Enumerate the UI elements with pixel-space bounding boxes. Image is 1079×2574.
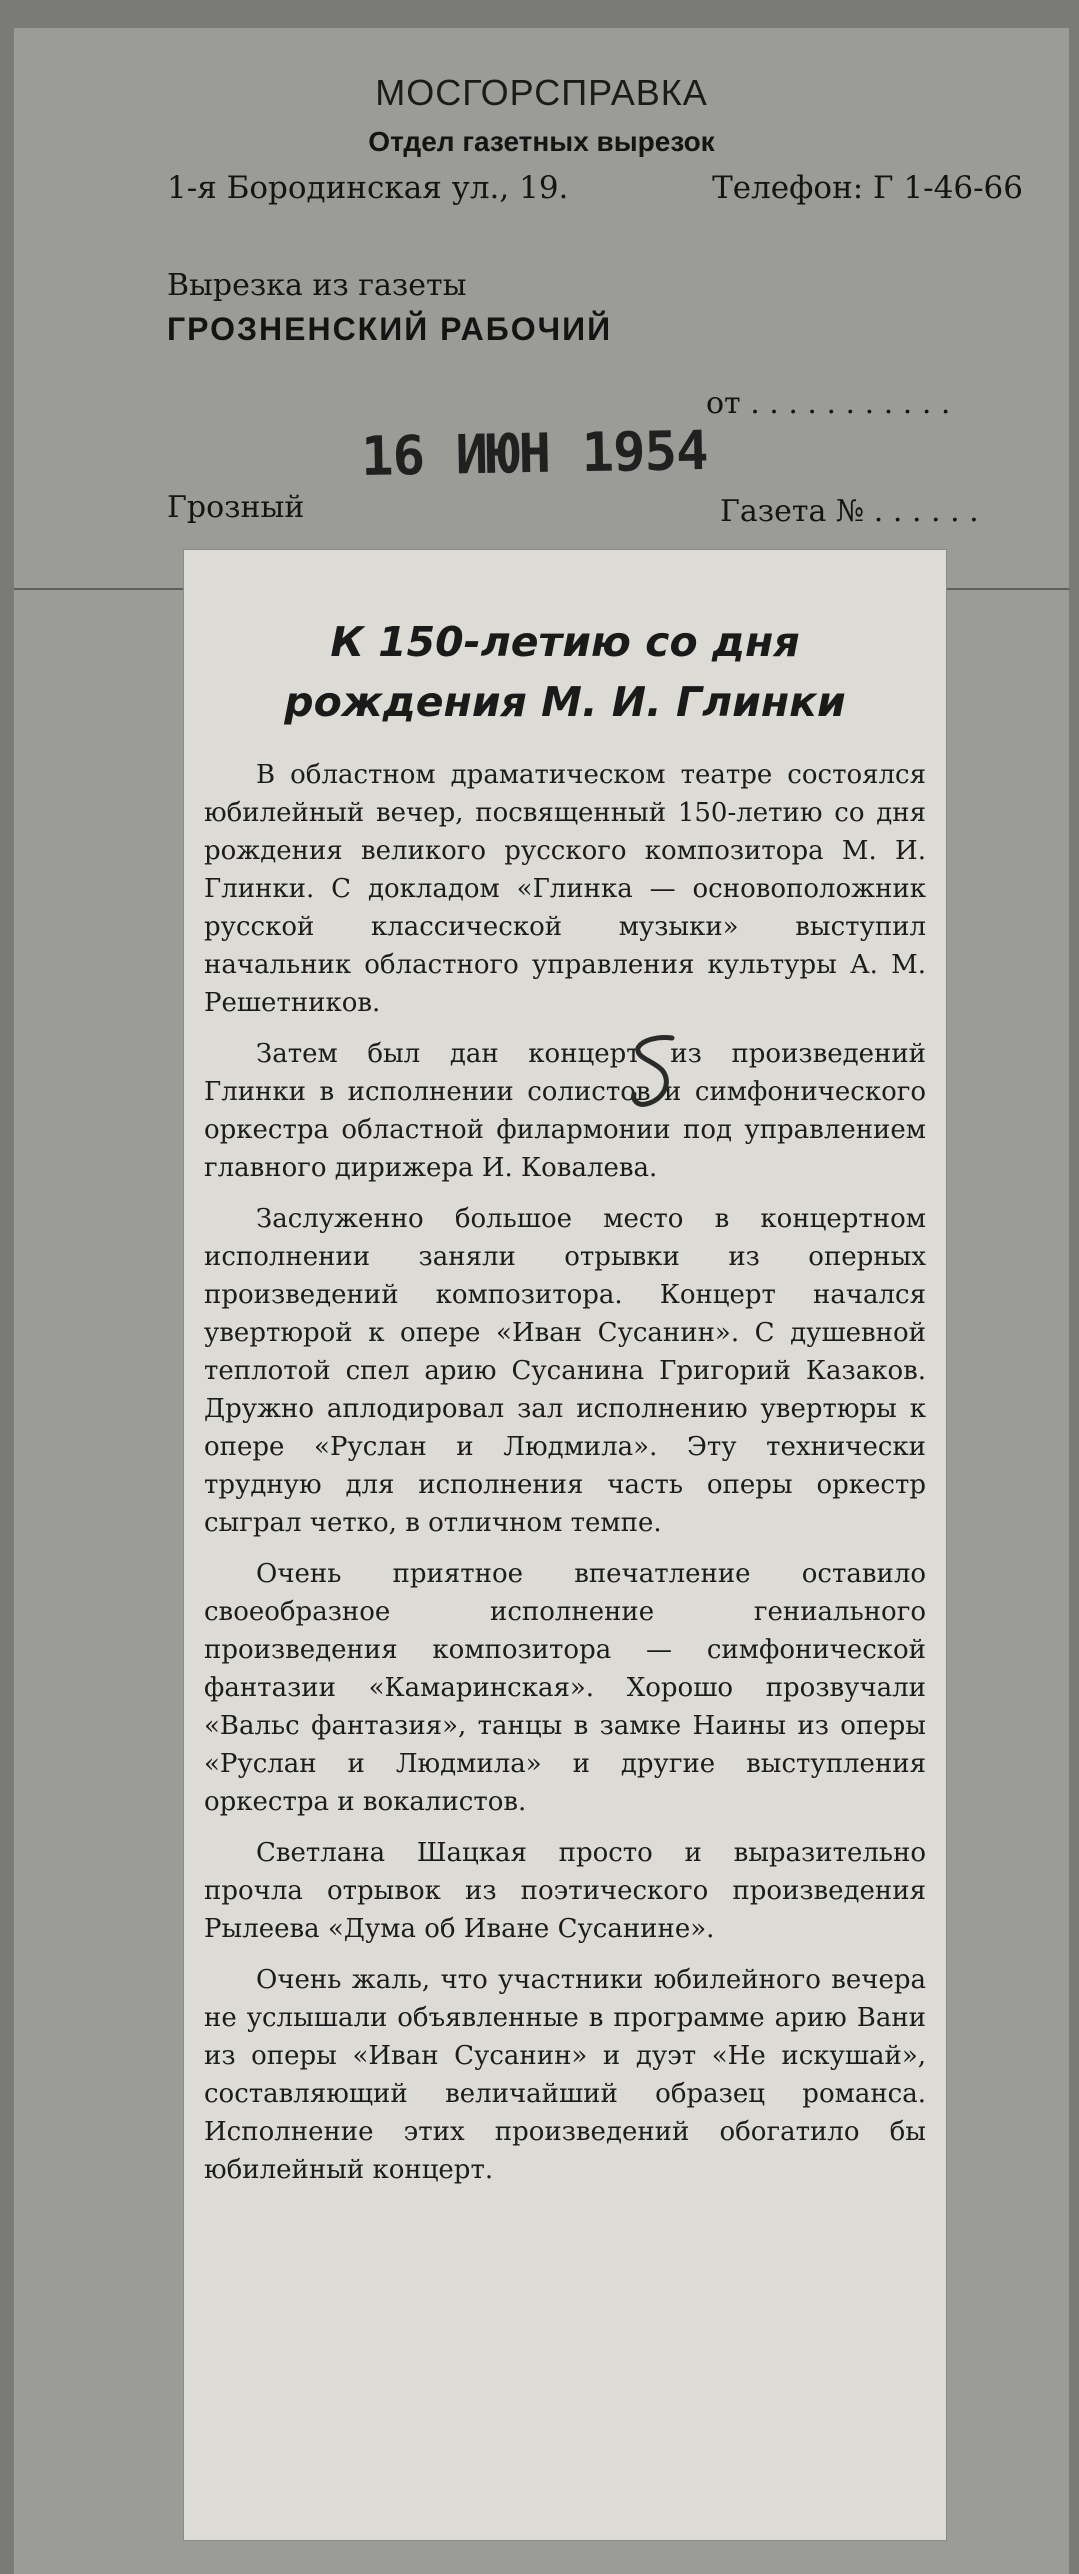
organization-name: МОСГОРСПРАВКА xyxy=(375,72,708,113)
newspaper-name: ГРОЗНЕНСКИЙ РАБОЧИЙ xyxy=(167,311,613,347)
issue-number-field: Газета № . . . . . . xyxy=(720,494,979,529)
phone-number: Телефон: Г 1-46-66 xyxy=(712,170,1023,206)
headline-line-2: рождения М. И. Глинки xyxy=(284,678,846,726)
city-label: Грозный xyxy=(167,490,305,525)
paragraph: Светлана Шацкая просто и выразительно прочла отрывок из поэтического произведения Рылеева «Дума об Иване Сусанине». xyxy=(204,1838,926,1944)
paragraph: Очень жаль, что участники юбилейного вечера не услышали объявленные в программе арию Вани из оперы «Иван Сусанин» и дуэт «Не искушай», составляющий величайший образец романса. Исполнение этих произведений обогатило бы юбилейный концерт. xyxy=(204,1965,926,2185)
clipping-form xyxy=(14,28,1069,2574)
article-body xyxy=(204,756,926,2202)
date-field: от . . . . . . . . . . . xyxy=(706,386,951,421)
date-stamp: 16 ИЮН 1954 xyxy=(360,418,709,489)
address: 1-я Бородинская ул., 19. xyxy=(167,170,569,206)
paragraph: Затем был дан концерт из произведений Глинки в исполнении солистов и симфонического оркестра областной филармонии под управлением главного дирижера И. Ковалева. xyxy=(204,1039,926,1183)
clipping-label: Вырезка из газеты xyxy=(167,268,467,303)
newspaper-clipping xyxy=(184,550,946,2540)
article-headline xyxy=(184,612,946,732)
paragraph: В областном драматическом театре состоялся юбилейный вечер, посвященный 150-летию со дня рождения великого русского композитора М. И. Глинки. С докладом «Глинка — основоположник русской классической музыки» выступил начальник областного управления культуры А. М. Решетников. xyxy=(204,760,926,1018)
paragraph: Заслуженно большое место в концертном исполнении заняли отрывки из оперных произведений композитора. Концерт начался увертюрой к опере «Иван Сусанин». С душевной теплотой спел арию Сусанина Григорий Казаков. Дружно аплодировал зал исполнению увертюры к опере «Руслан и Людмила». Эту технически трудную для исполнения часть оперы оркестр сыграл четко, в отличном темпе. xyxy=(204,1204,926,1538)
paragraph: Очень приятное впечатление оставило своеобразное исполнение гениального произведения композитора — симфонической фантазии «Камаринская». Хорошо прозвучали «Вальс фантазия», танцы в замке Наины из оперы «Руслан и Людмила» и другие выступления оркестра и вокалистов. xyxy=(204,1559,926,1817)
handwritten-mark-icon xyxy=(624,1030,684,1120)
department-name: Отдел газетных вырезок xyxy=(368,126,715,157)
headline-line-1: К 150-летию со дня xyxy=(330,618,800,666)
